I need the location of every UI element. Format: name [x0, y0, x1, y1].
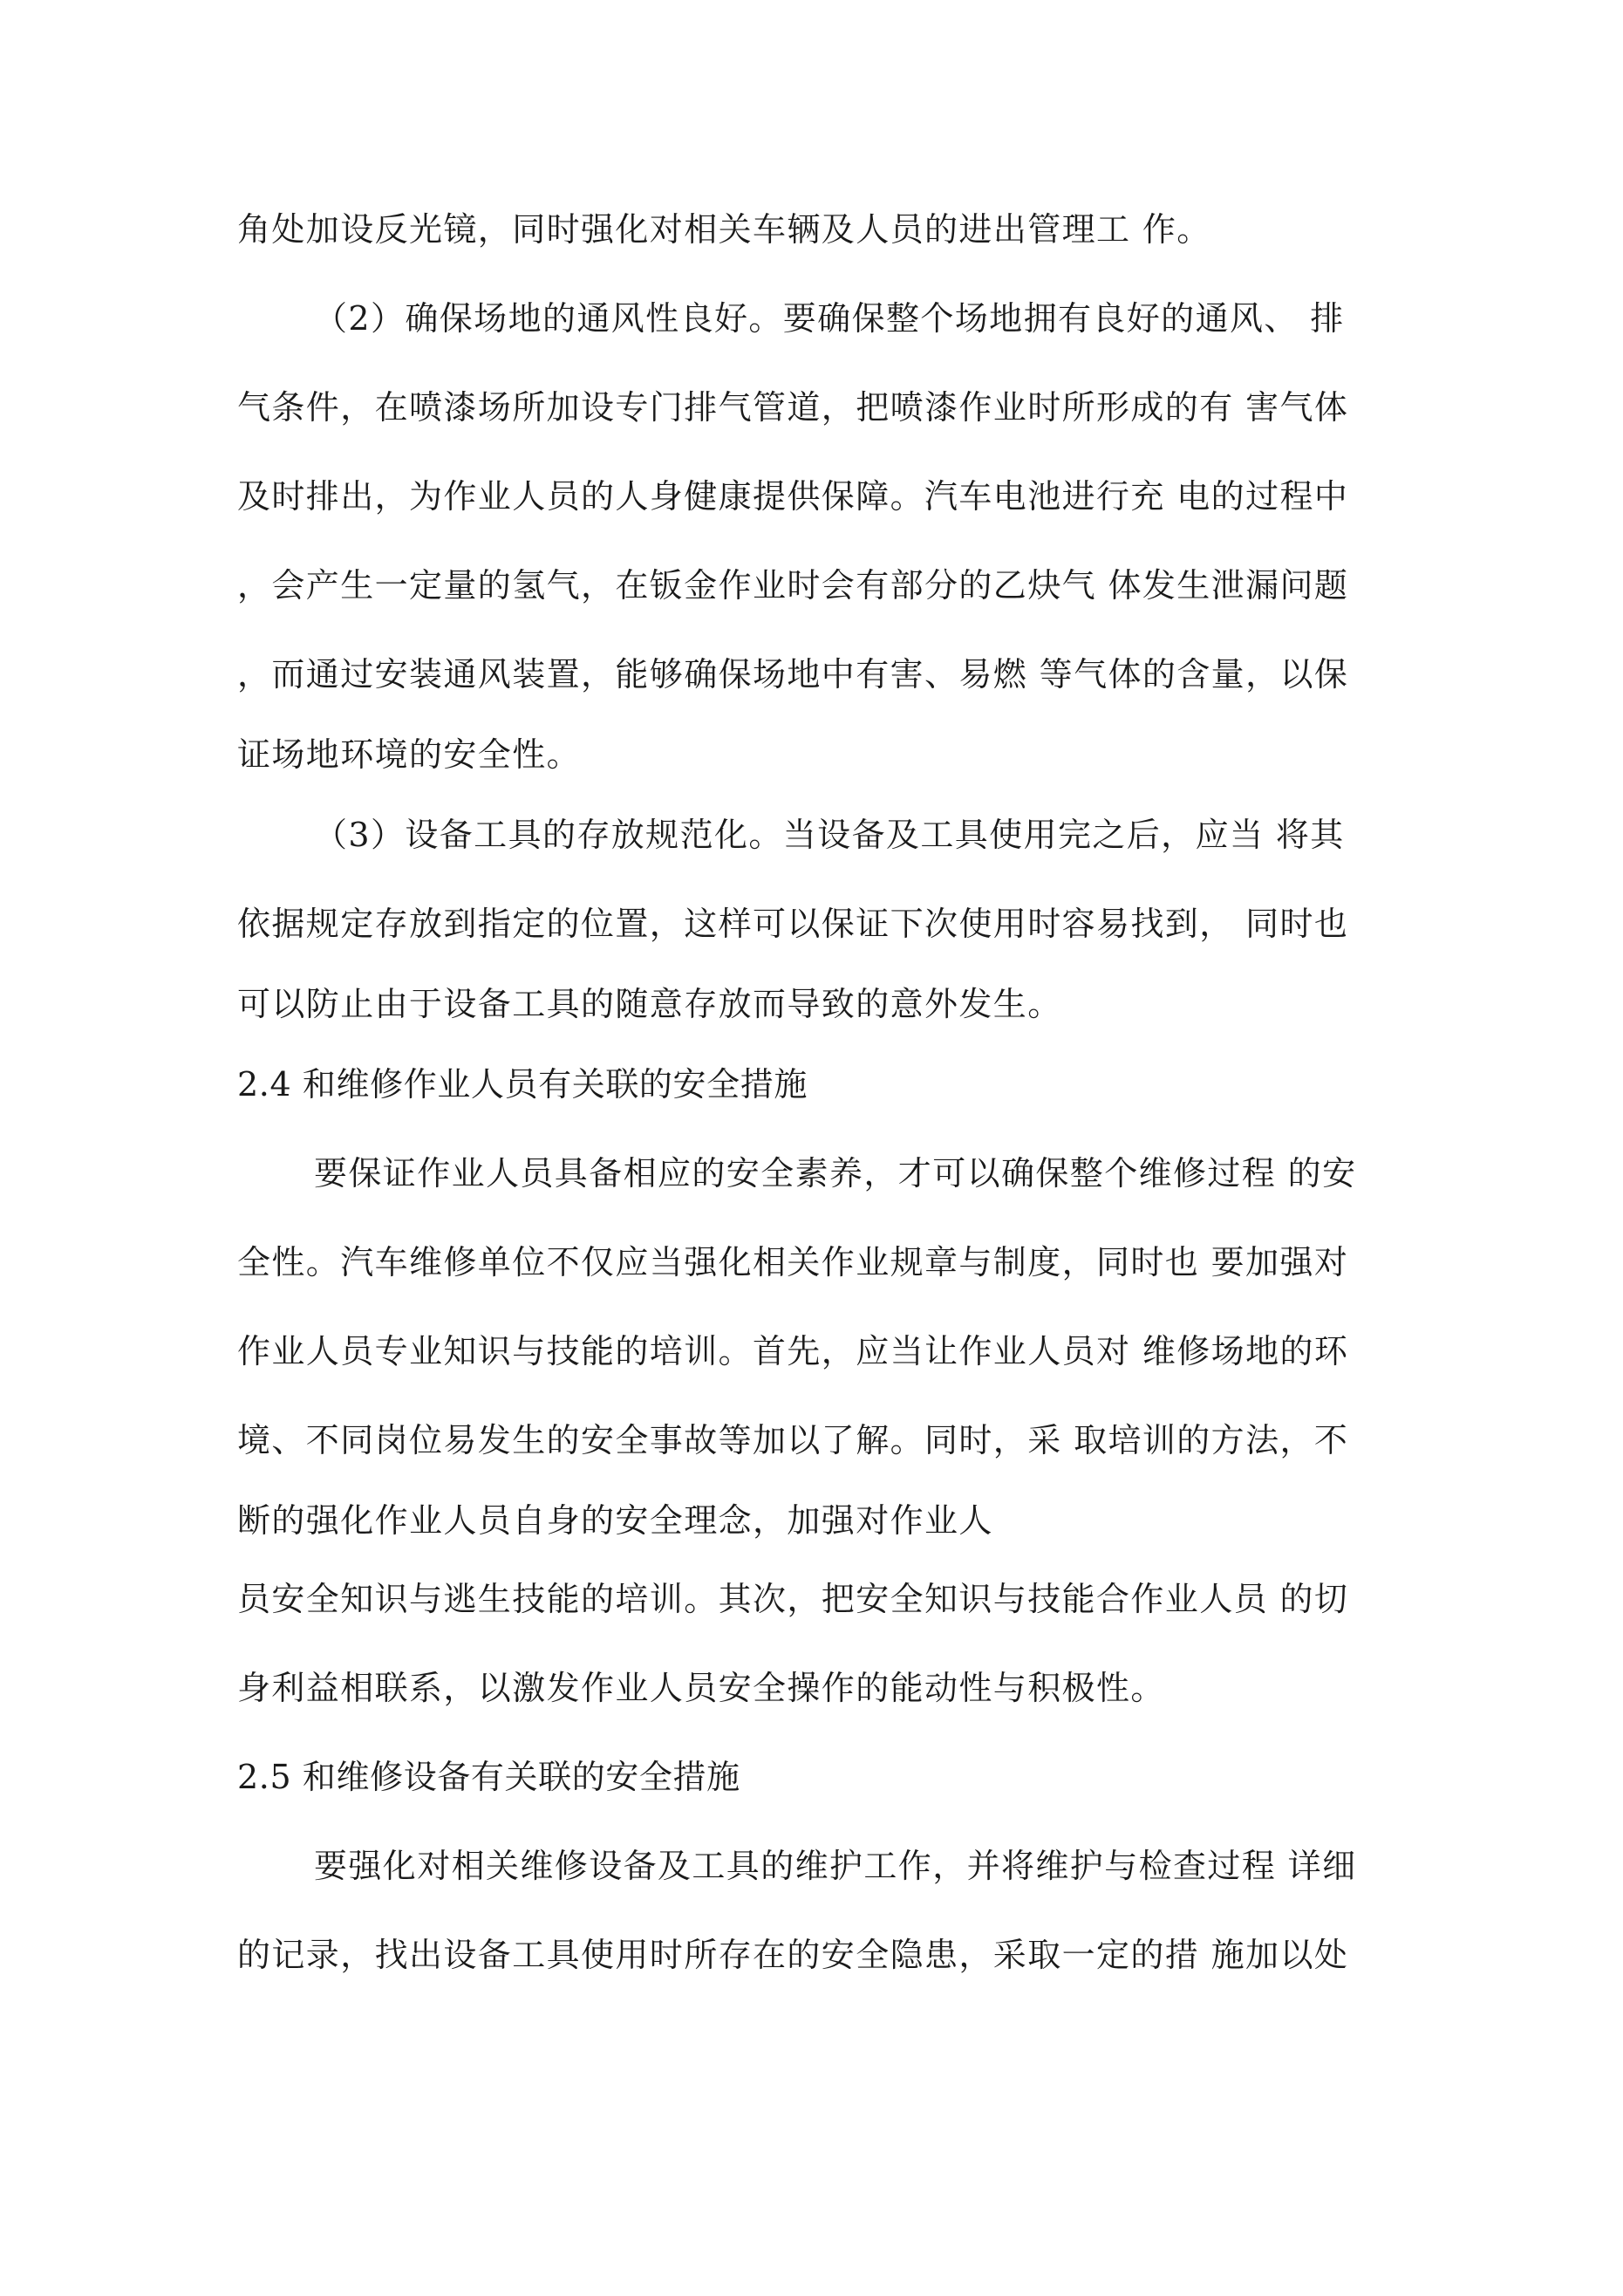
- paragraph-line: （3）设备工具的存放规范化。当设备及工具使用完之后，应当 将其: [314, 816, 1345, 854]
- section-heading: 2.4 和维修作业人员有关联的安全措施: [237, 1065, 808, 1104]
- paragraph-line: 要强化对相关维修设备及工具的维护工作，并将维护与检查过程 详细: [314, 1847, 1357, 1885]
- paragraph-line: ，而通过安装通风装置，能够确保场地中有害、易燃 等气体的含量，以保: [237, 655, 1349, 694]
- paragraph-line: 依据规定存放到指定的位置，这样可以保证下次使用时容易找到， 同时也: [237, 905, 1349, 943]
- paragraph-line: 及时排出，为作业人员的人身健康提供保障。汽车电池进行充 电的过程中: [237, 477, 1349, 516]
- paragraph-line: 要保证作业人员具备相应的安全素养，才可以确保整个维修过程 的安: [314, 1154, 1357, 1192]
- paragraph-line: 断的强化作业人员自身的安全理念，加强对作业人: [237, 1501, 993, 1540]
- paragraph-line: 全性。汽车维修单位不仅应当强化相关作业规章与制度，同时也 要加强对: [237, 1243, 1349, 1281]
- paragraph-line: 作业人员专业知识与技能的培训。首先，应当让作业人员对 维修场地的环: [237, 1332, 1349, 1370]
- paragraph-line: （2）确保场地的通风性良好。要确保整个场地拥有良好的通风、 排: [314, 299, 1345, 338]
- paragraph-line: ，会产生一定量的氢气，在钣金作业时会有部分的乙炔气 体发生泄漏问题: [237, 566, 1349, 605]
- paragraph-line: 身利益相联系，以激发作业人员安全操作的能动性与积极性。: [237, 1669, 1165, 1707]
- paragraph-line: 员安全知识与逃生技能的培训。其次，把安全知识与技能合作业人员 的切: [237, 1580, 1349, 1618]
- paragraph-line: 角处加设反光镜，同时强化对相关车辆及人员的进出管理工 作。: [237, 210, 1211, 249]
- paragraph-line: 境、不同岗位易发生的安全事故等加以了解。同时，采 取培训的方法，不: [237, 1421, 1349, 1459]
- section-heading: 2.5 和维修设备有关联的安全措施: [237, 1758, 740, 1796]
- paragraph-line: 证场地环境的安全性。: [237, 735, 582, 774]
- paragraph-line: 气条件，在喷漆场所加设专门排气管道，把喷漆作业时所形成的有 害气体: [237, 388, 1349, 427]
- paragraph-line: 可以防止由于设备工具的随意存放而导致的意外发生。: [237, 985, 1062, 1023]
- paragraph-line: 的记录，找出设备工具使用时所存在的安全隐患，采取一定的措 施加以处: [237, 1936, 1349, 1974]
